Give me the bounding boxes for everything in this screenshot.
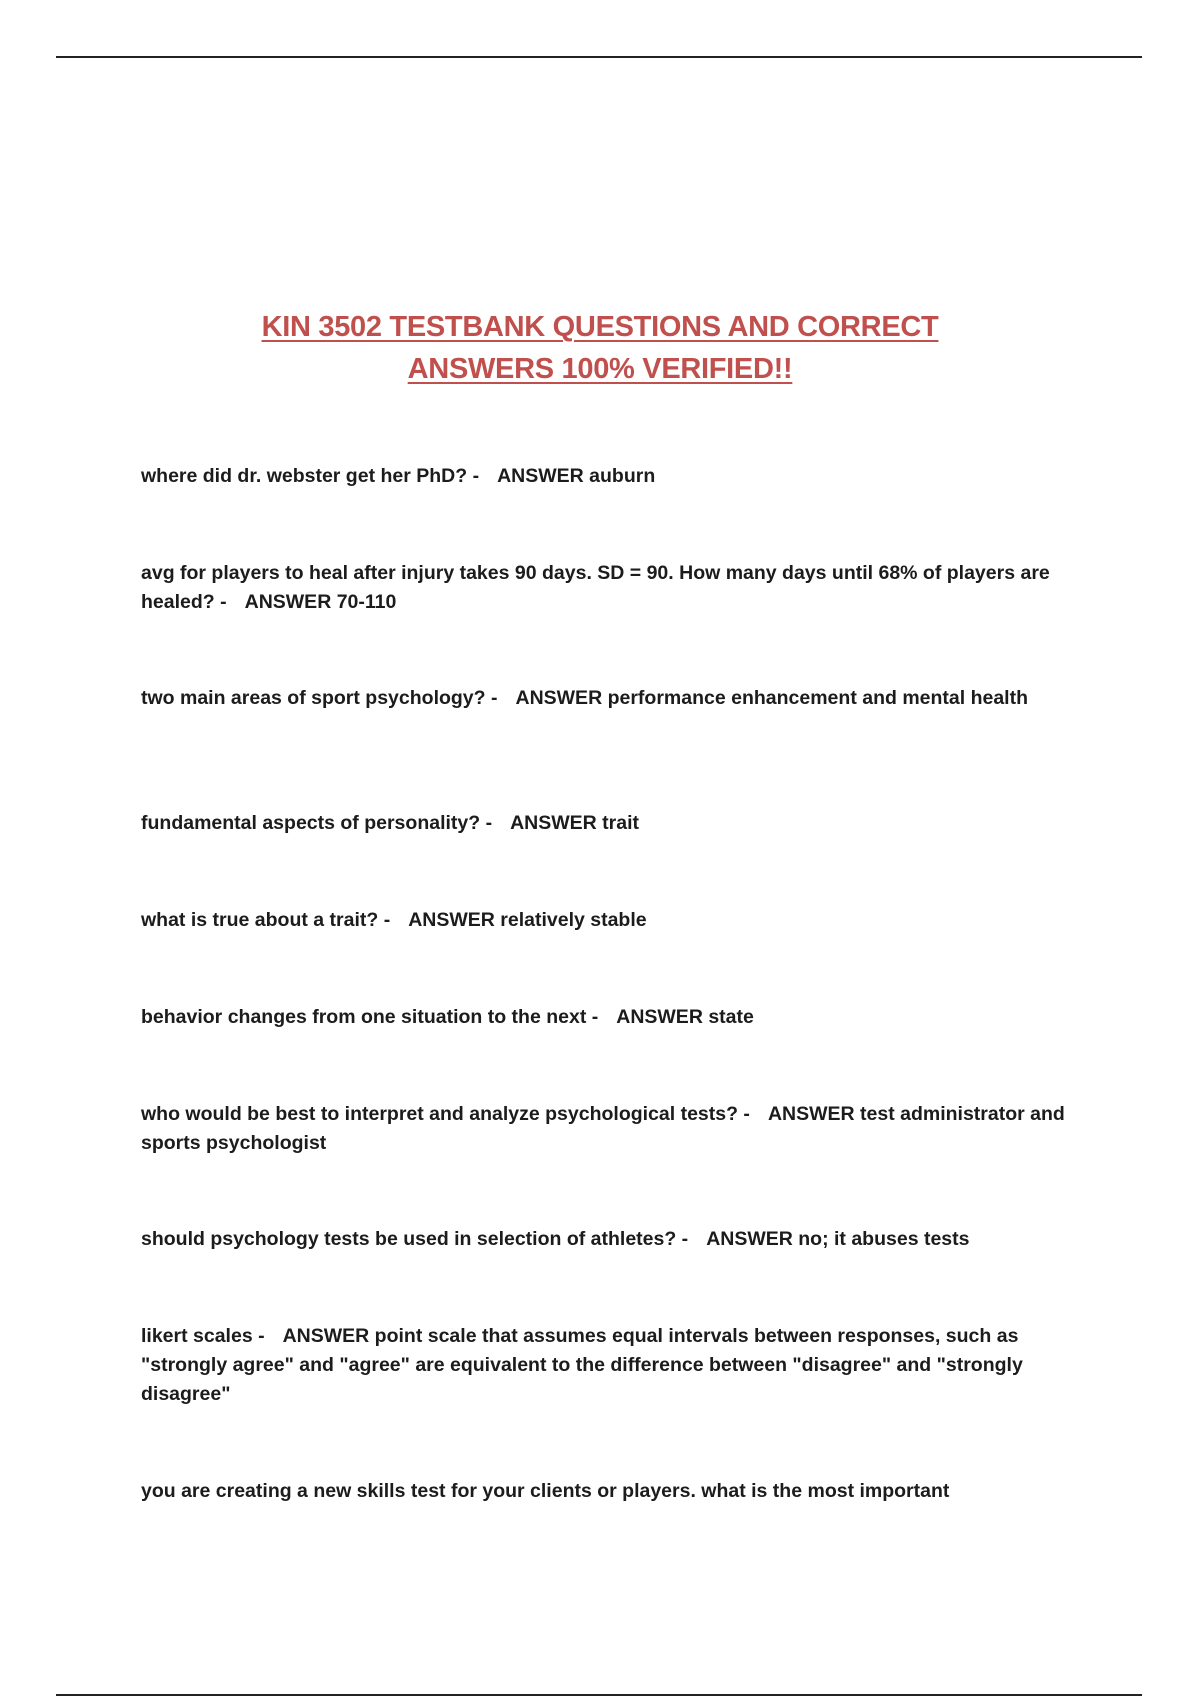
title-line-1: KIN 3502 TESTBANK QUESTIONS AND CORRECT (261, 311, 939, 343)
answer-text: ANSWER trait (510, 812, 639, 834)
question-text: where did dr. webster get her PhD? - (141, 465, 480, 487)
answer-text: ANSWER 70-110 (244, 591, 397, 613)
question-text: what is true about a trait? - (141, 909, 391, 931)
qa-item-4 (141, 809, 1081, 838)
answer-text: ANSWER test administrator and sports psychologist (141, 1103, 1065, 1154)
answer-text: ANSWER performance enhancement and mental health (515, 687, 1029, 709)
answer-text: ANSWER relatively stable (408, 909, 647, 931)
question-text: you are creating a new skills test for your clients or players. what is the most important (141, 1480, 950, 1502)
question-text: who would be best to interpret and analyze psychological tests? - (141, 1103, 750, 1125)
document-title (0, 306, 1200, 390)
question-text: two main areas of sport psychology? - (141, 687, 498, 709)
qa-item-5 (141, 906, 1081, 935)
qa-item-2 (141, 559, 1081, 617)
title-line-2: ANSWERS 100% VERIFIED!! (407, 353, 793, 385)
qa-item-6 (141, 1003, 1081, 1032)
question-text: behavior changes from one situation to the next - (141, 1006, 599, 1028)
qa-item-1 (141, 462, 1081, 491)
qa-item-7 (141, 1100, 1081, 1158)
answer-text: ANSWER auburn (497, 465, 656, 487)
answer-text: ANSWER state (616, 1006, 754, 1028)
question-text: should psychology tests be used in selection of athletes? - (141, 1228, 689, 1250)
qa-item-9 (141, 1322, 1081, 1409)
question-text: fundamental aspects of personality? - (141, 812, 493, 834)
answer-text: ANSWER no; it abuses tests (706, 1228, 970, 1250)
qa-item-10 (141, 1477, 1081, 1506)
qa-item-8 (141, 1225, 1081, 1254)
answer-text: ANSWER point scale that assumes equal intervals between responses, such as "strongly agree" and "agree" are equivalent to the difference between "disagree" and "strongly disagree" (141, 1325, 1023, 1405)
qa-item-3 (141, 684, 1081, 713)
question-text: likert scales - (141, 1325, 265, 1347)
bottom-rule (56, 1694, 1142, 1696)
question-text: avg for players to heal after injury takes 90 days. SD = 90. How many days until 68% of players are healed? - (141, 562, 1050, 613)
top-rule (56, 56, 1142, 58)
